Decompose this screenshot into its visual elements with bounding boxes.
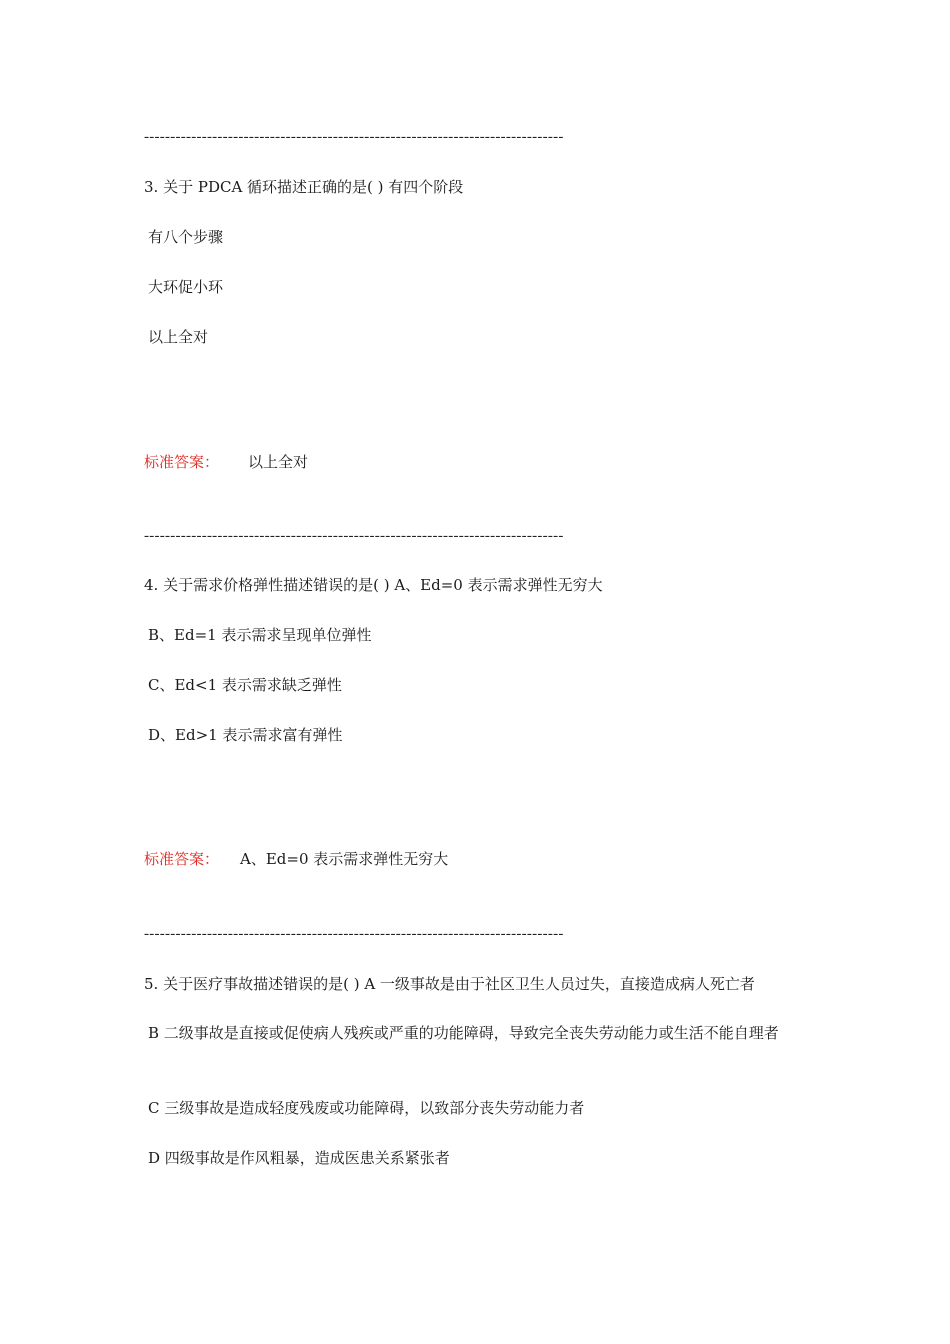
answer-label: 标准答案： [144,453,220,471]
question-5-option: C 三级事故是造成轻度残废或功能障碍，以致部分丧失劳动能力者 [148,1099,585,1117]
question-3-option: 大环促小环 [148,278,224,296]
question-4-stem: 4. 关于需求价格弹性描述错误的是( ) A、Ed=0 表示需求弹性无穷大 [144,576,603,594]
answer-label: 标准答案： [144,850,220,868]
question-4-answer: A、Ed=0 表示需求弹性无穷大 [240,850,449,868]
question-5-option-text: B 二级事故是直接或促使病人残疾或严重的功能障碍，导致完全丧失劳动能力或生活不能自理者 [148,1024,779,1042]
separator: -------------------------------------------------------------------------------- [144,528,564,544]
question-4-answer-row [144,849,219,869]
question-3-answer-row [144,452,219,472]
question-3-answer: 以上全对 [248,453,309,471]
question-5-stem: 5. 关于医疗事故描述错误的是( ) A 一级事故是由于社区卫生人员过失，直接造成病人死亡者 [144,975,755,993]
question-3-option: 以上全对 [148,328,209,346]
separator: -------------------------------------------------------------------------------- [144,926,564,942]
question-4-option: B、Ed=1 表示需求呈现单位弹性 [148,626,372,644]
question-5-option [144,1021,814,1046]
question-3-stem: 3. 关于 PDCA 循环描述正确的是( ) 有四个阶段 [144,178,464,196]
question-5-option: D 四级事故是作风粗暴，造成医患关系紧张者 [148,1149,450,1167]
question-4-option: C、Ed<1 表示需求缺乏弹性 [148,676,342,694]
question-3-option: 有八个步骤 [148,228,224,246]
question-4-option: D、Ed>1 表示需求富有弹性 [148,726,343,744]
separator: -------------------------------------------------------------------------------- [144,129,564,145]
